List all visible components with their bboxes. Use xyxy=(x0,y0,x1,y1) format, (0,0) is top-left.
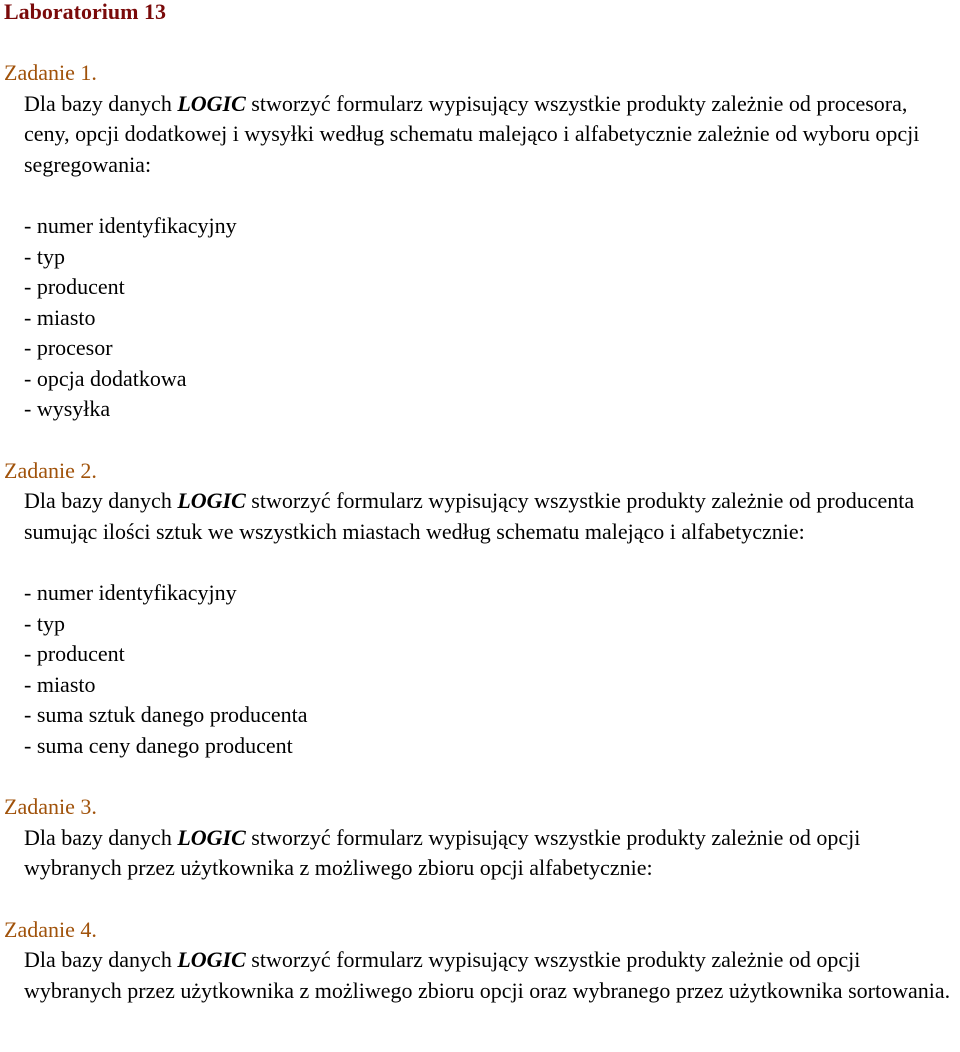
task-1-prefix: Dla bazy danych xyxy=(24,90,178,116)
task-4-description xyxy=(4,945,956,1006)
task-1-heading: Zadanie 1. xyxy=(4,60,97,85)
spacer xyxy=(4,884,956,915)
task-4-prefix: Dla bazy danych xyxy=(24,947,178,972)
spacer xyxy=(4,24,956,58)
task-2-heading: Zadanie 2. xyxy=(4,457,97,483)
task-2-text: stworzyć formularz wypisujący wszystkie produkty zależnie od producenta sumując ilości sztuk we wszystkich miastach według schematu malejąco i alfabetycznie: xyxy=(24,488,915,544)
task-2-description xyxy=(4,486,956,547)
list-item: - numer identyfikacyjny xyxy=(24,213,237,238)
list-item: - suma sztuk danego producenta xyxy=(24,702,308,727)
list-item: - suma ceny danego producent xyxy=(24,732,293,758)
list-item: - wysyłka xyxy=(24,396,111,421)
task-2-keyword: LOGIC xyxy=(177,488,246,513)
task-2-field-list xyxy=(4,578,956,761)
task-1-description xyxy=(4,89,956,181)
document-title: Laboratorium 13 xyxy=(4,0,166,24)
task-3 xyxy=(4,792,956,884)
task-3-heading: Zadanie 3. xyxy=(4,794,97,819)
task-1-text: stworzyć formularz wypisujący wszystkie produkty zależnie od procesora, ceny, opcji dodatkowej i wysyłki według schematu malejąco i alfabetycznie zależnie od wyboru opcji segregowania: xyxy=(24,90,920,177)
spacer xyxy=(4,425,956,456)
list-item: - miasto xyxy=(24,671,96,697)
task-1-keyword: LOGIC xyxy=(177,90,246,116)
task-3-text: stworzyć formularz wypisujący wszystkie produkty zależnie od opcji wybranych przez użytkownika z możliwego zbioru opcji alfabetycznie: xyxy=(24,824,861,880)
spacer xyxy=(4,180,956,211)
task-1-field-list xyxy=(4,211,956,425)
task-1 xyxy=(4,58,956,425)
task-3-prefix: Dla bazy danych xyxy=(24,824,178,850)
list-item: - typ xyxy=(24,243,65,269)
list-item: - opcja dodatkowa xyxy=(24,365,187,391)
spacer xyxy=(4,761,956,792)
task-4-heading: Zadanie 4. xyxy=(4,916,97,942)
task-3-description xyxy=(4,823,956,884)
task-3-keyword: LOGIC xyxy=(177,824,246,850)
task-2 xyxy=(4,456,956,762)
task-4-text: stworzyć formularz wypisujący wszystkie produkty zależnie od opcji wybranych przez użytkownika z możliwego zbioru opcji oraz wybranego przez użytkownika sortowania. xyxy=(24,947,951,1003)
list-item: - procesor xyxy=(24,335,113,360)
list-item: - numer identyfikacyjny xyxy=(24,580,237,605)
task-2-prefix: Dla bazy danych xyxy=(24,488,178,513)
spacer xyxy=(4,547,956,578)
list-item: - producent xyxy=(24,641,125,666)
task-4-keyword: LOGIC xyxy=(177,947,246,972)
task-4 xyxy=(4,915,956,1007)
list-item: - producent xyxy=(24,274,125,299)
list-item: - typ xyxy=(24,610,65,636)
list-item: - miasto xyxy=(24,304,96,330)
